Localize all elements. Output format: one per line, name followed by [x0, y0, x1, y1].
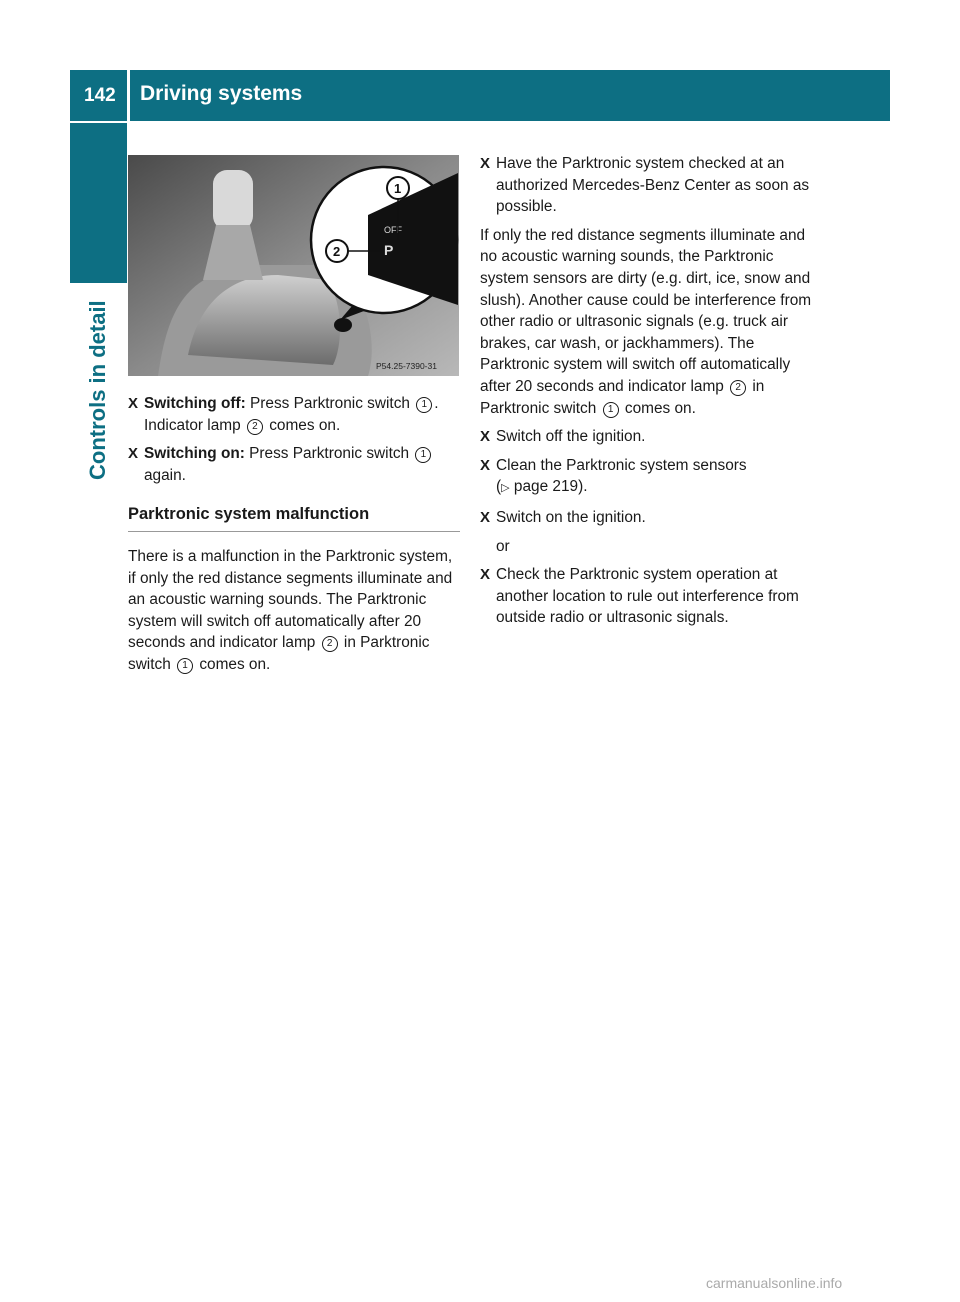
callout-number-2: 2 [333, 244, 341, 259]
switch-label-p: P [384, 242, 394, 258]
ref-lamp-2: 2 [322, 636, 338, 652]
step-arrow-icon: X [480, 566, 491, 584]
step-switching-on: X Switching on: Press Parktronic switch 1 again. [128, 443, 460, 486]
ref-switch-1: 1 [416, 397, 432, 413]
step-have-checked: X Have the Parktronic system checked at an authorized Mercedes-Benz Center as soon as possible. [480, 155, 810, 216]
subheading-malfunction: Parktronic system malfunction [128, 504, 460, 532]
gear-knob [213, 170, 253, 230]
step-arrow-icon: X [128, 395, 139, 412]
page-header [70, 70, 890, 121]
step-switching-off: X Switching off: Press Parktronic switch 1 . Indicator lamp 2 comes on. [128, 395, 439, 434]
ref-switch-1: 1 [603, 402, 619, 418]
switch-location [334, 318, 352, 332]
page-reference-link[interactable]: page 219). [509, 478, 588, 496]
header-divider [127, 70, 130, 121]
step-ignition-off: X Switch off the ignition. [480, 426, 815, 448]
step-ignition-on: X Switch on the ignition. [480, 507, 815, 529]
left-column [128, 393, 460, 683]
step-arrow-icon: X [480, 155, 491, 172]
step-arrow-icon: X [480, 456, 491, 474]
step-arrow-icon: X [480, 428, 491, 446]
side-tab-label: Controls in detail [85, 300, 110, 480]
console-illustration [128, 155, 459, 376]
figure-code: P54.25-7390-31 [376, 361, 437, 371]
page-number: 142 [84, 85, 116, 106]
or-separator: or [496, 537, 510, 555]
ref-switch-1: 1 [177, 658, 193, 674]
ref-lamp-2: 2 [247, 419, 263, 435]
callout-number-1: 1 [394, 181, 402, 196]
malfunction-paragraph: There is a malfunction in the Parktronic system, if only the red distance segments illuminate and an acoustic warning sounds. The Parktronic system will switch off automatically after 20 seconds and indicator lamp 2 in Parktronic switch 1 comes on. [128, 547, 453, 673]
switch-label-off: OFF [384, 225, 402, 235]
page-ref-icon: ▷ [501, 482, 510, 495]
step-arrow-icon: X [128, 445, 139, 463]
watermark: carmanualsonline.info [706, 1275, 843, 1291]
right-column [480, 153, 815, 636]
ref-switch-1: 1 [415, 447, 431, 463]
step-clean-sensors: X Clean the Parktronic system sensors (▷ page 219). [480, 456, 747, 496]
step-arrow-icon: X [480, 508, 491, 526]
step-check-other-location: X Check the Parktronic system operation at another location to rule out interference from outside radio or ultrasonic signals. [480, 566, 799, 627]
side-tab-marker [70, 123, 127, 283]
ref-lamp-2: 2 [730, 380, 746, 396]
parktronic-switch-photo [128, 155, 459, 376]
dirty-sensors-paragraph: If only the red distance segments illuminate and no acoustic warning sounds, the Parktronic system sensors are dirty (e.g. dirt, ice, snow and slush). Another cause could be interference from other radio or ultrasonic signals (e.g. truck air brakes, car wash, or jackhammers). The Parktronic system will switch off automatically after 20 seconds and indicator lamp 2 in Parktronic switch 1 comes on. [480, 226, 812, 417]
section-title: Driving systems [140, 82, 303, 105]
